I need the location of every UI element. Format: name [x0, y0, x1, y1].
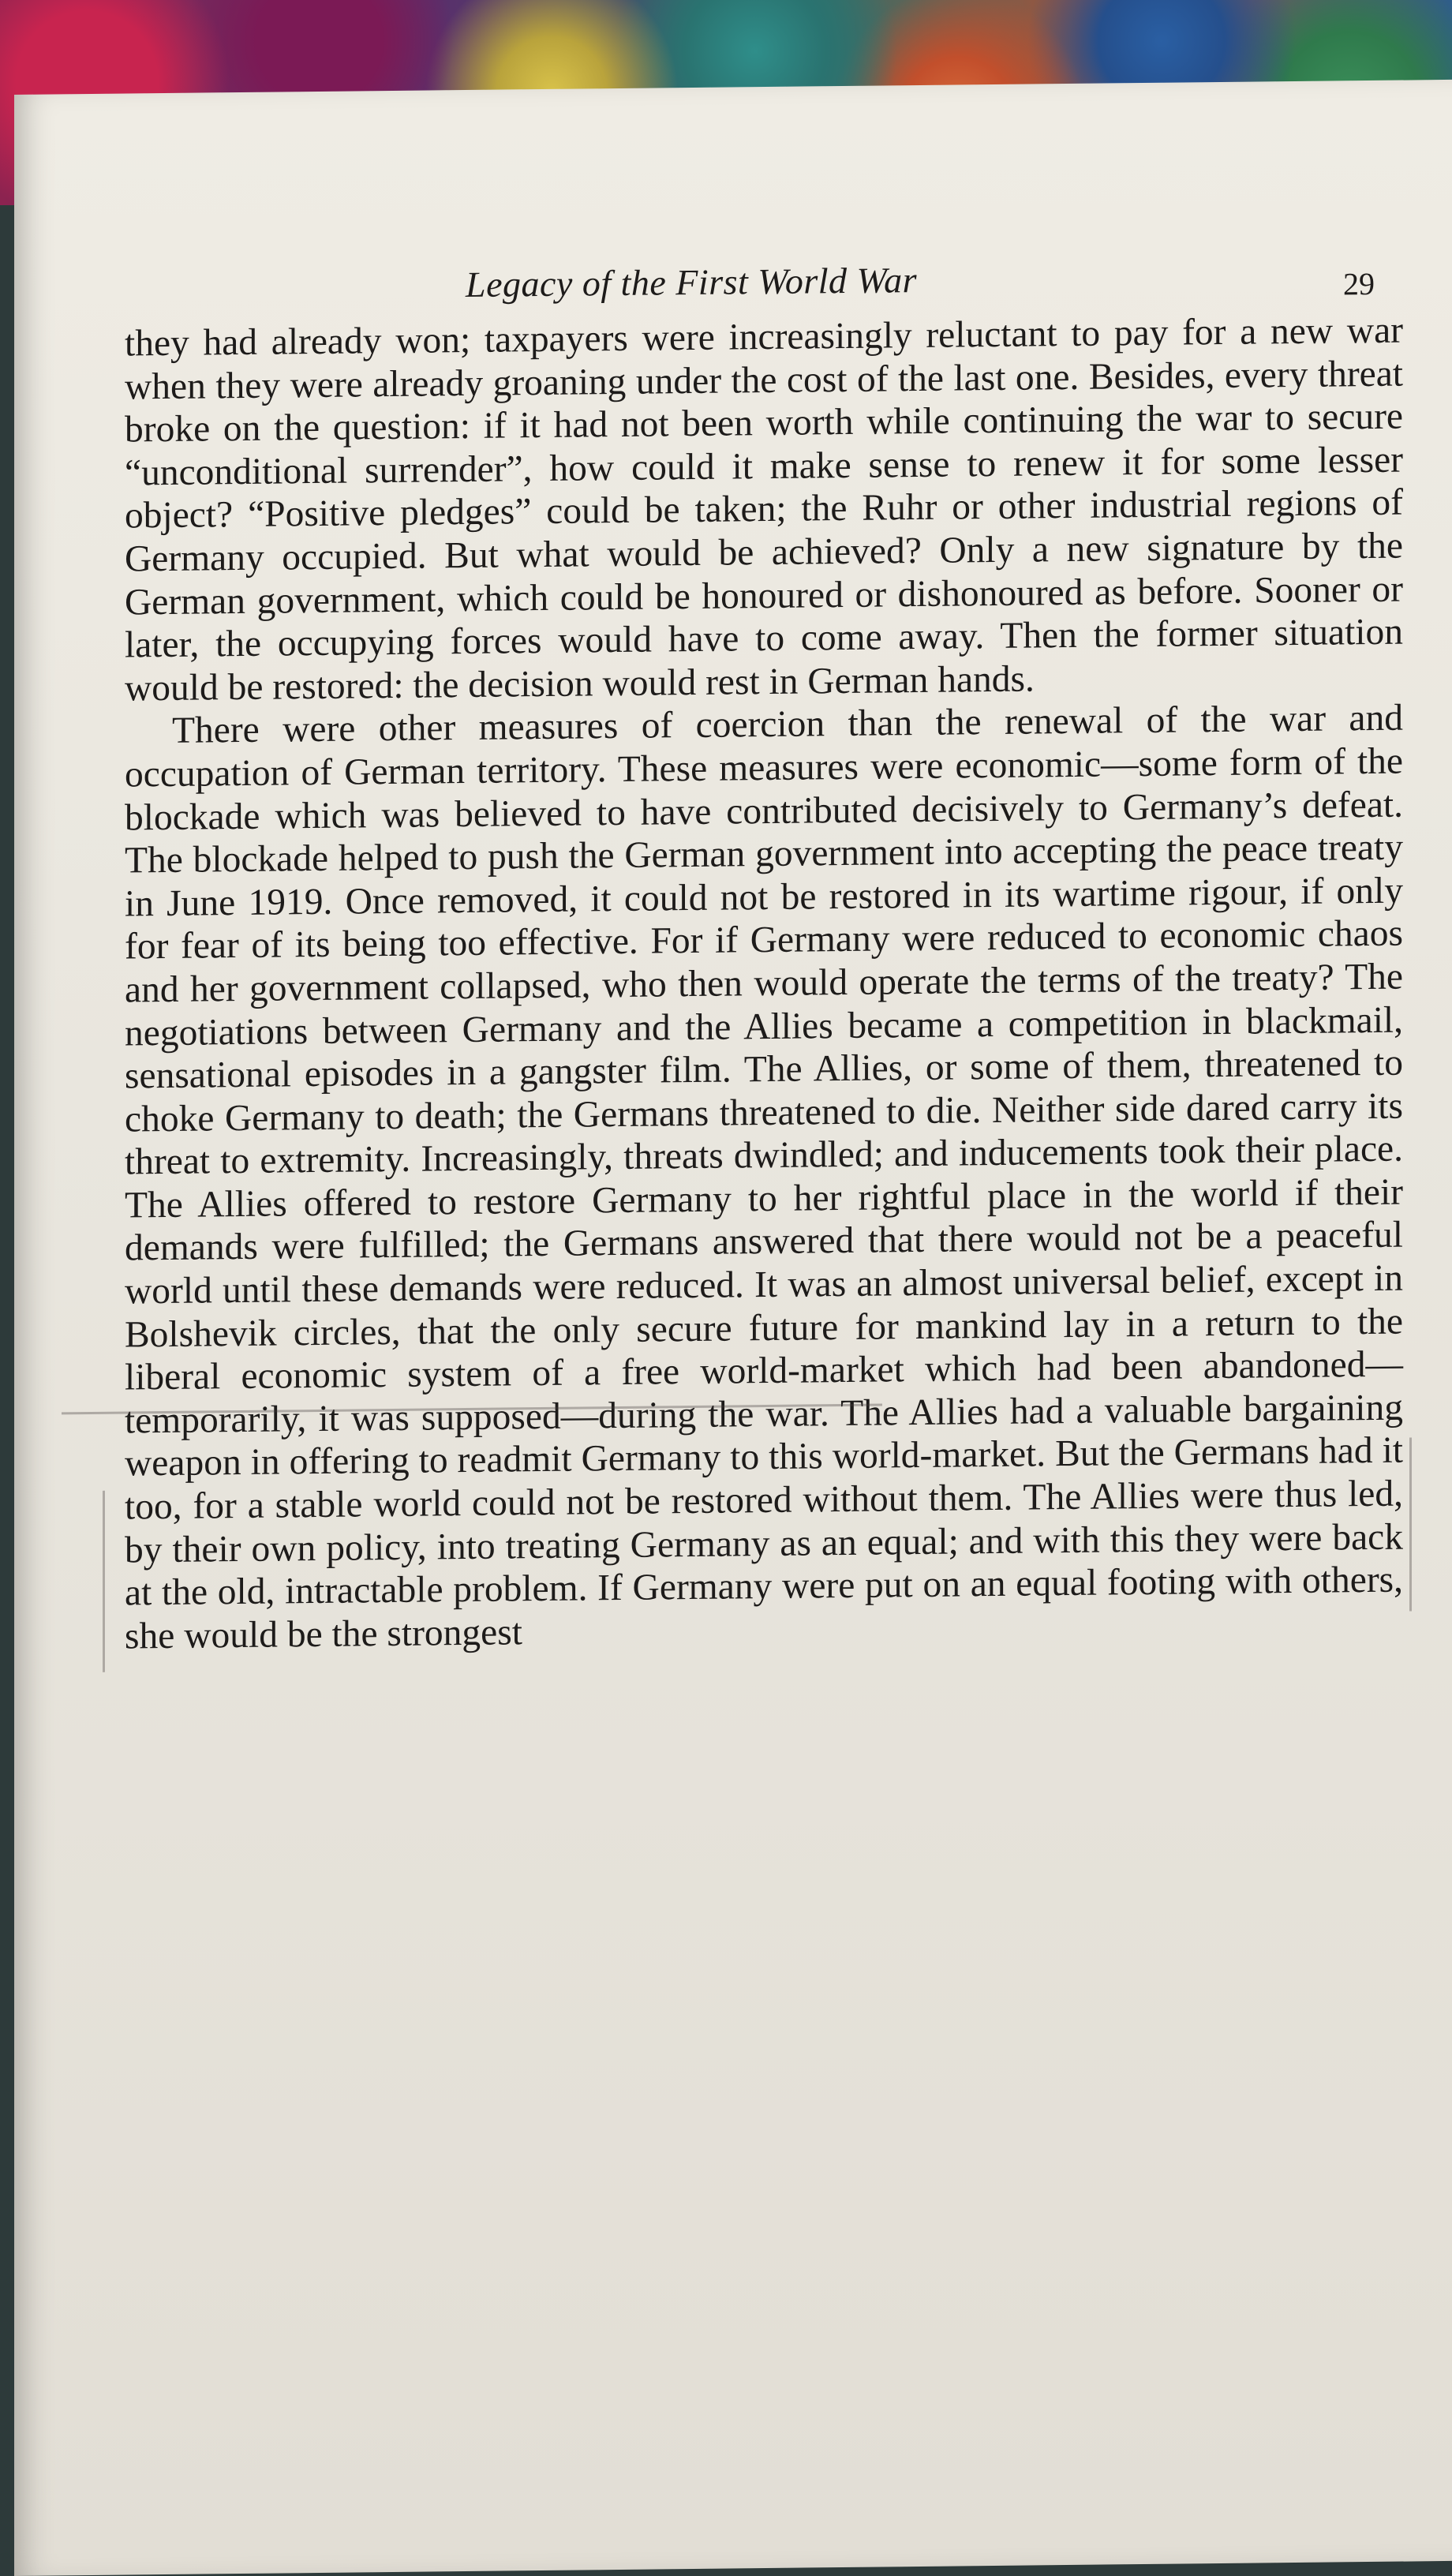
- paragraph-2: There were other measures of coercion than the renewal of the war and occupation of German territory. These measures were economic—some form of the blockade which was believed to have contributed decisively to Germany’s defeat. The blockade helped to push the German government into accepting the peace treaty in June 1919. Once removed, it could not be restored in its wartime rigour, if only for fear of its being too effective. For if Germany were reduced to economic chaos and her government collapsed, who then would operate the terms of the treaty? The negotiations between Germany and the Allies became a competition in blackmail, sensational episodes in a gangster film. The Allies, or some of them, threatened to choke Germany to death; the Germans threatened to die. Neither side dared carry its threat to extremity. Increasingly, threats dwindled; and inducements took their place. The Allies offered to restore Germany to her rightful place in the world if their demands were fulfilled; the Germans answered that there would not be a peaceful world until these demands were reduced. It was an almost universal belief, except in Bolshevik circles, that the only secure future for mankind lay in a return to the liberal economic system of a free world-market which had been abandoned—temporarily, it was supposed—during the war. The Allies had a valuable bargaining weapon in offering to readmit Germany to this world-market. But the Germans had it too, for a stable world could not be restored without them. The Allies were thus led, by their own policy, into treating Germany as an equal; and with this they were back at the old, intractable problem. If Germany were put on an equal footing with others, she would be the strongest: [125, 697, 1403, 1657]
- pencil-margin-line-left: [103, 1491, 105, 1672]
- pencil-margin-line-right: [1409, 1437, 1412, 1611]
- body-text: [125, 309, 1403, 1658]
- paragraph-1: they had already won; taxpayers were increasingly reluctant to pay for a new war when they were already groaning under the cost of the last one. Besides, every threat broke on the question: if it had not been worth while continuing the war to secure “unconditional surrender”, how could it make sense to renew it for some lesser object? “Positive pledges” could be taken; the Ruhr or other industrial regions of Germany occupied. But what would be achieved? Only a new signature by the German government, which could be honoured or dishonoured as before. Sooner or later, the occupying forces would have to come away. Then the former situation would be restored: the decision would rest in German hands.: [125, 309, 1403, 710]
- book-page: [14, 80, 1452, 2576]
- running-head: Legacy of the First World War: [466, 260, 918, 305]
- page-number: 29: [1343, 265, 1375, 302]
- page-content: [125, 254, 1403, 1658]
